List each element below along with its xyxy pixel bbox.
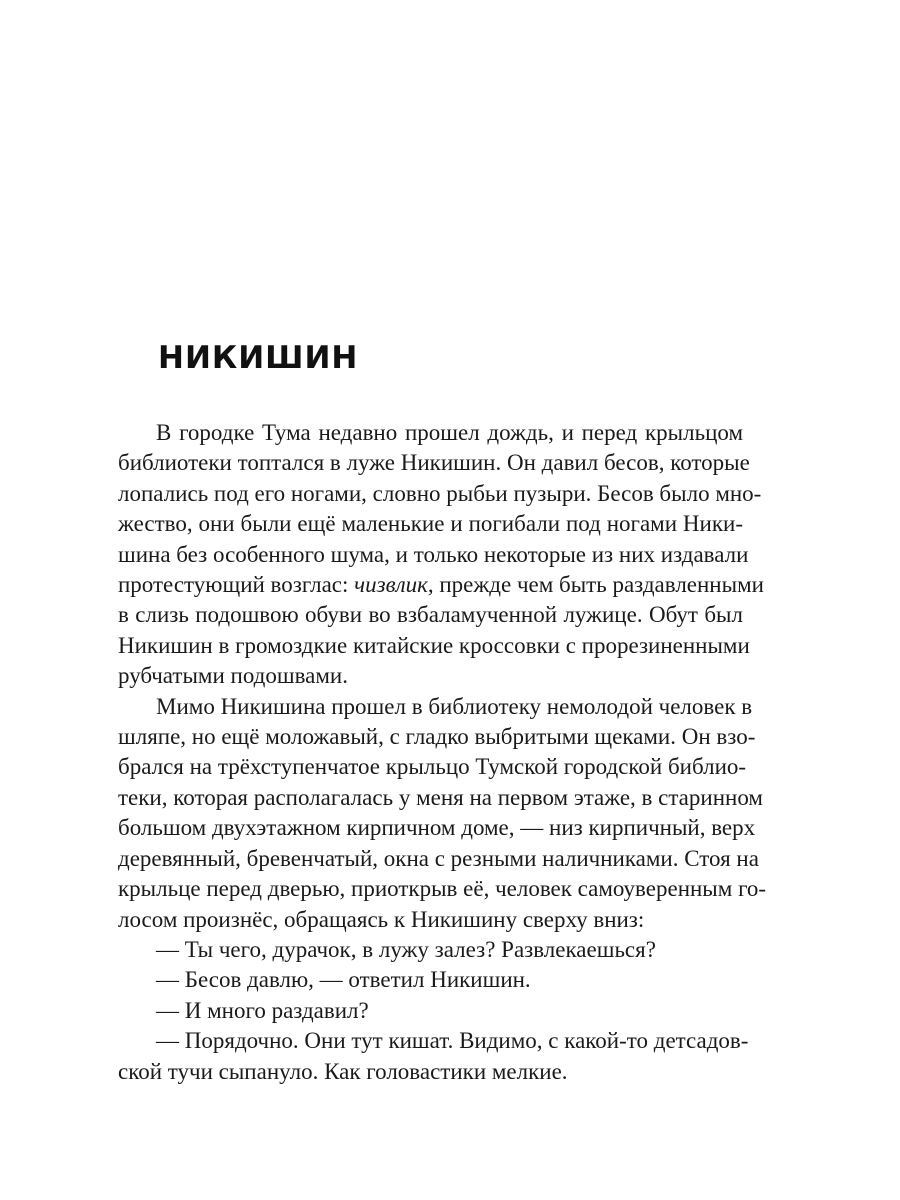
text-line: ской тучи сыпануло. Как головастики мелкие. xyxy=(118,1058,568,1084)
text-line: рубчатыми подошвами. xyxy=(118,663,348,689)
text-line: теки, которая располагалась у меня на первом этаже, в старинном xyxy=(118,784,763,810)
text-segment: протестующий возглас: xyxy=(118,572,355,598)
text-line: деревянный, бревенчатый, окна с резными наличниками. Стоя на xyxy=(118,845,759,871)
chapter-body xyxy=(118,418,767,1087)
italic-word: чизвлик xyxy=(354,572,428,598)
text-line: — Порядочно. Они тут кишат. Видимо, с какой-то детсадов- xyxy=(156,1028,749,1054)
text-line: шляпе, но ещё моложавый, с гладко выбритыми щеками. Он взо- xyxy=(118,724,756,750)
text-line: — Бесов давлю, — ответил Никишин. xyxy=(156,967,531,993)
text-line: брался на трёхступенчатое крыльцо Тумской городской библио- xyxy=(118,754,747,780)
text-line: шина без особенного шума, и только некоторые из них издавали xyxy=(118,541,749,567)
dialogue-line-1 xyxy=(118,935,743,965)
dialogue-line-2 xyxy=(118,965,743,995)
text-line: библиотеки топтался в луже Никишин. Он давил бесов, которые xyxy=(118,450,750,476)
text-line: в слизь подошвою обуви во взбаламученной лужице. Обут был xyxy=(118,602,743,628)
text-line: жество, они были ещё маленькие и погибали под ногами Ники- xyxy=(118,511,743,537)
paragraph-1 xyxy=(118,418,764,692)
text-segment: , прежде чем быть раздавленными xyxy=(427,572,764,598)
text-line: В городке Тума недавно прошел дождь, и перед крыльцом xyxy=(156,420,743,445)
text-line: Никишин в громоздкие китайские кроссовки с прорезиненными xyxy=(118,632,750,658)
text-line: — И много раздавил? xyxy=(156,997,369,1023)
text-line: крыльце перед дверью, приоткрыв её, человек самоуверенным го- xyxy=(118,876,767,902)
text-line: Мимо Никишина прошел в библиотеку немолодой человек в xyxy=(156,693,753,719)
text-line xyxy=(118,570,764,600)
dialogue-line-4 xyxy=(118,1026,749,1087)
dialogue-line-3 xyxy=(118,996,743,1026)
text-line: лосом произнёс, обращаясь к Никишину сверху вниз: xyxy=(118,906,645,932)
paragraph-2 xyxy=(118,692,767,935)
text-line: лопались под его ногами, словно рыбьи пузыри. Бесов было мно- xyxy=(118,480,762,506)
chapter-title: НИКИШИН xyxy=(158,340,359,376)
text-line: — Ты чего, дурачок, в лужу залез? Развлекаешься? xyxy=(156,936,656,962)
text-line: большом двухэтажном кирпичном доме, — низ кирпичный, верх xyxy=(118,815,756,841)
